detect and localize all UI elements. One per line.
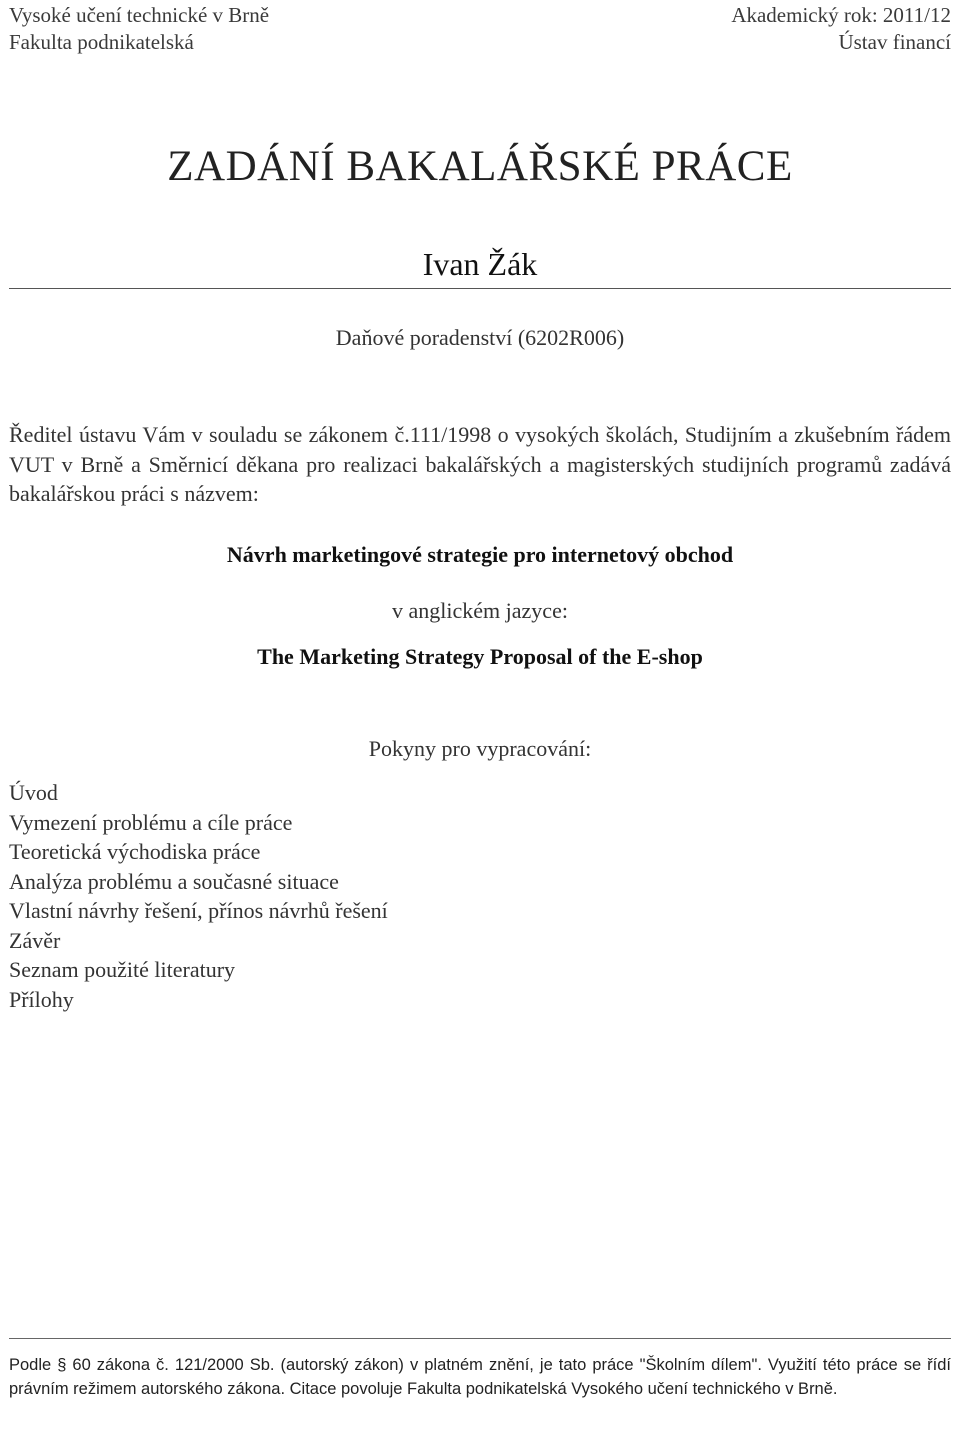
study-program: Daňové poradenství (6202R006) (335, 325, 625, 350)
intro-paragraph: Ředitel ústavu Vám v souladu se zákonem č.111/1998 o vysokých školách, Studijním a zkušebním řádem VUT v Brně a Směrnicí děkana pro realizaci bakalářských a magisterských studijních programů zadává bakalářskou práci s názvem: (9, 422, 951, 506)
copyright-note: Podle § 60 zákona č. 121/2000 Sb. (autorský zákon) v platném znění, je tato práce "Školním dílem". Využití této práce se řídí právním režimem autorského zákona. Citace povoluje Fakulta podnikatelská Vysokého učení technického v Brně. (9, 1356, 951, 1398)
academic-year: Akademický rok: 2011/12 (731, 3, 951, 27)
faculty-name: Fakulta podnikatelská (9, 30, 194, 54)
header-left (9, 2, 269, 56)
institute-name: Ústav financí (838, 30, 951, 54)
university-name: Vysoké učení technické v Brně (9, 3, 270, 27)
outline-item: Seznam použité literatury (9, 957, 236, 982)
outline-item: Vymezení problému a cíle práce (9, 809, 293, 835)
outline-item: Úvod (9, 780, 58, 805)
outline-list (9, 778, 388, 1014)
author-name: Ivan Žák (422, 246, 538, 282)
thesis-title-cz: Návrh marketingové strategie pro internetový obchod (226, 542, 734, 567)
outline-item: Přílohy (9, 986, 74, 1012)
document-title: ZADÁNÍ BAKALÁŘSKÉ PRÁCE (167, 143, 793, 190)
outline-item: Analýza problému a současné situace (9, 868, 339, 894)
outline-item: Vlastní návrhy řešení, přínos návrhů řešení (9, 898, 388, 923)
outline-item: Závěr (9, 927, 61, 953)
header-right (731, 2, 951, 56)
outline-item: Teoretická východiska práce (9, 839, 261, 864)
english-title-label: v anglickém jazyce: (392, 598, 568, 623)
author-divider (9, 288, 951, 289)
thesis-title-en: The Marketing Strategy Proposal of the E-shop (257, 644, 703, 669)
instructions-heading: Pokyny pro vypracování: (368, 736, 592, 761)
footer-divider (9, 1338, 951, 1339)
